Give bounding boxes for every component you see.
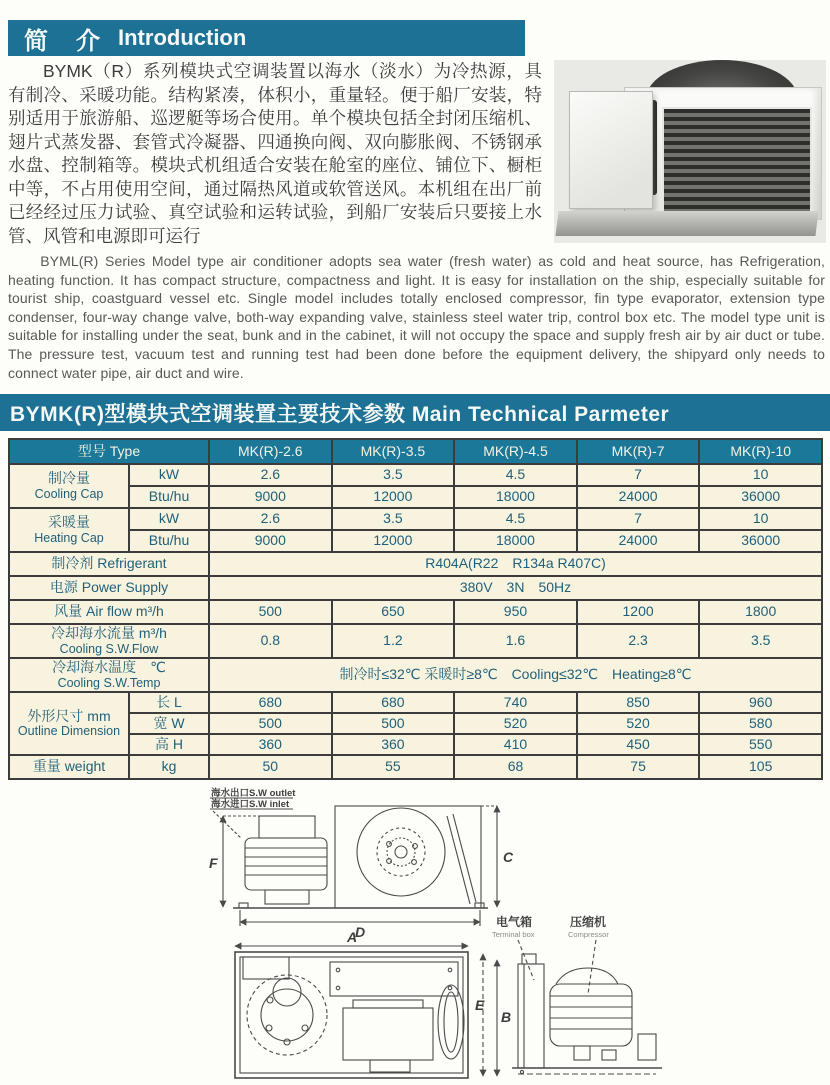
value-cell: 1.2 <box>332 624 455 658</box>
table-row-refrigerant <box>9 552 822 576</box>
value-cell: 1200 <box>577 600 700 624</box>
intro-paragraph-zh: BYMK（R）系列模块式空调装置以海水（淡水）为冷热源，具有制冷、采暖功能。结构紧凑，体积小，重量轻。便于船厂安装，特别适用于旅游船、巡逻艇等场合使用。单个模块包括全封闭压缩机、翅片式蒸发器、套管式冷凝器、四通换向阀、双向膨胀阀、不锈钢承水盘、控制箱等。模块式机组适合安装在舱室的座位、铺位下、橱柜中等，不占用使用空间，通过隔热风道或软管送风。本机组在出厂前已经经过压力试验、真空试验和运转试验，到船厂安装后只要接上水管、风管和电源即可运行 <box>8 61 542 246</box>
value-cell: 550 <box>699 734 822 755</box>
value-cell: 10 <box>699 508 822 530</box>
intro-header-bar <box>8 20 525 56</box>
value-cell: 360 <box>209 734 332 755</box>
value-cell: 7 <box>577 508 700 530</box>
specs-title: BYMK(R)型模块式空调装置主要技术参数 Main Technical Parmeter <box>10 402 670 426</box>
value-cell: 0.8 <box>209 624 332 658</box>
value-cell: 10 <box>699 464 822 486</box>
condenser-coil <box>662 107 812 213</box>
model-header: MK(R)-3.5 <box>332 439 455 464</box>
refrigerant-label: 制冷剂 Refrigerant <box>9 552 209 576</box>
sw-flow-label: 冷却海水流量 m³/h Cooling S.W.Flow <box>9 624 209 658</box>
value-cell: 950 <box>454 600 577 624</box>
value-cell: 650 <box>332 600 455 624</box>
cooling-cap-label: 制冷量 Cooling Cap <box>9 464 129 508</box>
value-cell: 1.6 <box>454 624 577 658</box>
power-label: 电源 Power Supply <box>9 576 209 600</box>
compressor-label-zh: 压缩机 <box>570 915 607 929</box>
power-value: 380V 3N 50Hz <box>209 576 822 600</box>
unit-cell: Btu/hu <box>129 486 209 508</box>
value-cell: 18000 <box>454 530 577 552</box>
dim-b-label: B <box>501 1009 512 1025</box>
value-cell: 1800 <box>699 600 822 624</box>
value-cell: 360 <box>332 734 455 755</box>
table-row-airflow <box>9 600 822 624</box>
model-header: MK(R)-2.6 <box>209 439 332 464</box>
table-row-sw-temp <box>9 658 822 692</box>
table-row-heating-btu <box>9 530 822 552</box>
intro-title-zh: 简 介 <box>24 27 102 55</box>
table-row-dim-h <box>9 734 822 755</box>
unit-cell: kg <box>129 755 209 779</box>
value-cell: 740 <box>454 692 577 713</box>
value-cell: 2.3 <box>577 624 700 658</box>
unit-cell: 长 L <box>129 692 209 713</box>
refrigerant-value: R404A(R22 R134a R407C) <box>209 552 822 576</box>
spec-table <box>8 438 823 780</box>
intro-title-en: Introduction <box>118 25 247 50</box>
technical-drawings <box>0 782 830 1085</box>
intro-body <box>8 60 826 249</box>
value-cell: 500 <box>332 713 455 734</box>
heating-cap-label: 采暖量 Heating Cap <box>9 508 129 552</box>
value-cell: 960 <box>699 692 822 713</box>
sw-temp-label: 冷却海水温度 ℃ Cooling S.W.Temp <box>9 658 209 692</box>
value-cell: 12000 <box>332 486 455 508</box>
side-view-drawing <box>183 786 515 938</box>
table-row-power <box>9 576 822 600</box>
base-plate <box>555 211 818 236</box>
value-cell: 55 <box>332 755 455 779</box>
value-cell: 36000 <box>699 486 822 508</box>
weight-label: 重量 weight <box>9 755 129 779</box>
value-cell: 3.5 <box>332 508 455 530</box>
type-header-cell: 型号 Type <box>9 439 209 464</box>
value-cell: 520 <box>454 713 577 734</box>
dim-e-label: E <box>475 997 485 1013</box>
value-cell: 9000 <box>209 486 332 508</box>
value-cell: 7 <box>577 464 700 486</box>
value-cell: 2.6 <box>209 464 332 486</box>
sw-inlet-label: 海水进口S.W inlet <box>211 799 290 810</box>
dim-a-label: A <box>347 929 358 945</box>
table-row-weight <box>9 755 822 779</box>
value-cell: 4.5 <box>454 508 577 530</box>
sw-temp-value: 制冷时≤32℃ 采暖时≥8℃ Cooling≤32℃ Heating≥8℃ <box>209 658 822 692</box>
value-cell: 68 <box>454 755 577 779</box>
value-cell: 18000 <box>454 486 577 508</box>
airflow-label: 风量 Air flow m³/h <box>9 600 209 624</box>
side-view-lines <box>209 787 514 940</box>
compressor-label-en: Compressor <box>568 930 609 939</box>
value-cell: 500 <box>209 713 332 734</box>
top-view-lines <box>235 929 511 1078</box>
value-cell: 2.6 <box>209 508 332 530</box>
unit-cell: 高 H <box>129 734 209 755</box>
value-cell: 36000 <box>699 530 822 552</box>
value-cell: 50 <box>209 755 332 779</box>
table-row-cooling-btu <box>9 486 822 508</box>
value-cell: 520 <box>577 713 700 734</box>
unit-cell: Btu/hu <box>129 530 209 552</box>
dim-f-label: F <box>209 855 218 871</box>
model-header: MK(R)-10 <box>699 439 822 464</box>
value-cell: 450 <box>577 734 700 755</box>
unit-cell: 宽 W <box>129 713 209 734</box>
unit-cell: kW <box>129 508 209 530</box>
model-header: MK(R)-7 <box>577 439 700 464</box>
sw-outlet-label: 海水出口S.W outlet <box>211 788 296 799</box>
terminal-box-label-zh: 电气箱 <box>496 915 533 929</box>
specs-header-bar <box>0 394 830 431</box>
table-row-cooling-kw <box>9 464 822 486</box>
table-header-row <box>9 439 822 464</box>
control-box <box>569 91 653 209</box>
dim-d-label: D <box>355 924 366 940</box>
value-cell: 24000 <box>577 530 700 552</box>
end-view-drawing <box>478 914 668 1084</box>
value-cell: 105 <box>699 755 822 779</box>
value-cell: 4.5 <box>454 464 577 486</box>
table-row-heating-kw <box>9 508 822 530</box>
value-cell: 680 <box>332 692 455 713</box>
value-cell: 580 <box>699 713 822 734</box>
end-view-lines <box>492 914 662 1074</box>
value-cell: 3.5 <box>699 624 822 658</box>
table-row-sw-flow <box>9 624 822 658</box>
value-cell: 9000 <box>209 530 332 552</box>
model-header: MK(R)-4.5 <box>454 439 577 464</box>
value-cell: 410 <box>454 734 577 755</box>
dim-c-label: C <box>503 849 514 865</box>
value-cell: 12000 <box>332 530 455 552</box>
table-row-dim-w <box>9 713 822 734</box>
value-cell: 3.5 <box>332 464 455 486</box>
value-cell: 500 <box>209 600 332 624</box>
value-cell: 680 <box>209 692 332 713</box>
dimension-label: 外形尺寸 mm Outline Dimension <box>9 692 129 755</box>
value-cell: 850 <box>577 692 700 713</box>
table-row-dim-l <box>9 692 822 713</box>
terminal-box-label-en: Terminal box <box>492 930 535 939</box>
intro-paragraph-en: BYML(R) Series Model type air conditioner adopts sea water (fresh water) as cold and heat source, has Refrigeration, heating function. It has compact structure, compactness and light. It is easy for installation on the ship, especially suitable for tourist ship, coastguard vessel etc. Single model includes totally enclosed compressor, fin type evaporator, extension type condenser, four-way change valve, both-way expanding valve, stainless steel water trip, control box etc. The model type unit is suitable for installing under the seat, bunk and in the cabinet, it will not occupy the space and supply fresh air by air duct or tube. The pressure test, vacuum test and running test had been done before the equipment delivery, the shipyard only needs to connect water pipe, air duct and wire. <box>8 253 825 381</box>
value-cell: 75 <box>577 755 700 779</box>
product-photo <box>554 60 826 243</box>
unit-cell: kW <box>129 464 209 486</box>
value-cell: 24000 <box>577 486 700 508</box>
